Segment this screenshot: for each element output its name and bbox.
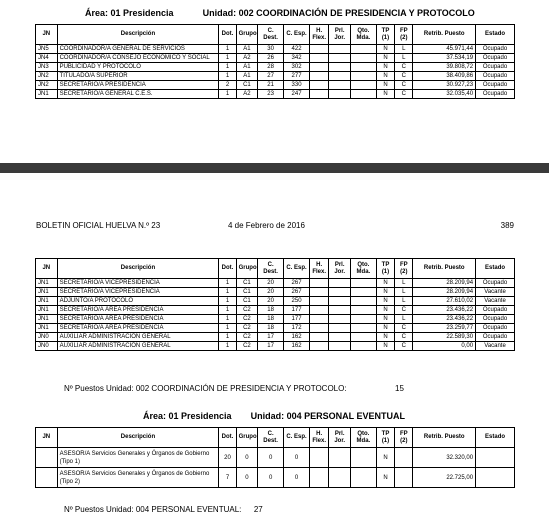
column-header: JN [36, 428, 58, 448]
table-cell [309, 468, 328, 488]
table-cell [309, 63, 328, 72]
table-cell [329, 342, 351, 351]
table-cell: 27.610,02 [413, 297, 476, 306]
table-cell [309, 448, 328, 468]
table-cell: C [395, 306, 413, 315]
table-cell: ASESOR/A Servicios Generales y Órganos de Gobierno (Tipo 1) [57, 448, 219, 468]
column-header: C. Esp. [284, 428, 310, 448]
column-header: FP (2) [395, 428, 413, 448]
table-cell: C1 [236, 288, 258, 297]
column-header: C. Dest. [258, 259, 284, 279]
column-header: Qto. Mda. [350, 25, 376, 45]
table-cell [350, 54, 376, 63]
unit-count-label-2: Nº Puestos Unidad: 004 PERSONAL EVENTUAL: [64, 505, 242, 514]
table-cell: 7 [219, 468, 236, 488]
table-row [36, 333, 515, 342]
table-cell: 1 [219, 306, 236, 315]
table-cell: COORDINADOR/A GENERAL DE SERVICIOS [57, 45, 219, 54]
table-cell: SECRETARIO/A ÁREA PRESIDENCIA [57, 306, 219, 315]
table-cell: 1 [219, 315, 236, 324]
table-cell: 1 [219, 54, 236, 63]
table-cell: JN4 [36, 54, 58, 63]
unidad-label: Unidad: 002 COORDINACIÓN DE PRESIDENCIA Y PROTOCOLO [202, 8, 475, 18]
table-cell: C [395, 63, 413, 72]
table-cell: 1 [219, 324, 236, 333]
column-header: H. Flex. [309, 259, 328, 279]
table-cell: C [395, 90, 413, 99]
table-cell: 23 [258, 90, 284, 99]
table-cell [350, 72, 376, 81]
positions-table-3 [35, 427, 515, 488]
table-cell: 277 [284, 72, 310, 81]
table-cell [309, 297, 328, 306]
column-header: TP (1) [376, 259, 394, 279]
table-cell: COORDINADOR/A CONSEJO ECONÓMICO Y SOCIAL [57, 54, 219, 63]
table-cell [350, 315, 376, 324]
table-cell [476, 468, 515, 488]
table-cell [329, 45, 351, 54]
table-cell [309, 90, 328, 99]
table-cell [350, 81, 376, 90]
table-cell: 27 [258, 72, 284, 81]
table-cell: 20 [219, 448, 236, 468]
table-cell: JN2 [36, 72, 58, 81]
table-cell: Ocupado [476, 72, 515, 81]
column-header: JN [36, 259, 58, 279]
table-cell: C2 [236, 342, 258, 351]
table-row [36, 448, 515, 468]
table-cell [350, 63, 376, 72]
page-number: 389 [500, 221, 514, 230]
table-row [36, 81, 515, 90]
column-header: FP (2) [395, 25, 413, 45]
table-row [36, 306, 515, 315]
table-cell: A2 [236, 90, 258, 99]
column-header: Qto. Mda. [350, 259, 376, 279]
table-cell [329, 306, 351, 315]
table-cell: C2 [236, 315, 258, 324]
table-cell: 18 [258, 306, 284, 315]
table-cell: Vacante [476, 288, 515, 297]
table-cell [309, 72, 328, 81]
table-cell: N [376, 279, 394, 288]
table-cell: SECRETARIO/A ÁREA PRESIDENCIA [57, 315, 219, 324]
table-cell [329, 448, 351, 468]
column-header: Prl. Jor. [329, 25, 351, 45]
column-header: JN [36, 25, 58, 45]
unit-count-002 [64, 384, 404, 393]
column-header: Prl. Jor. [329, 428, 351, 448]
table-cell: Ocupado [476, 333, 515, 342]
table-cell: C1 [236, 297, 258, 306]
table-cell [329, 81, 351, 90]
column-header: Dot. [219, 25, 236, 45]
table-cell: 17 [258, 333, 284, 342]
table-cell: N [376, 342, 394, 351]
table-cell: 1 [219, 72, 236, 81]
table-cell [309, 306, 328, 315]
table-cell: 1 [219, 45, 236, 54]
section-title-1 [85, 8, 475, 18]
table-cell: ADJUNTO/A PROTOCOLO [57, 297, 219, 306]
table-cell: 1 [219, 63, 236, 72]
table-cell: 1 [219, 333, 236, 342]
table-cell: SECRETARIO/A VICEPRESIDENCIA [57, 279, 219, 288]
table-cell: JN1 [36, 306, 58, 315]
table-cell [350, 448, 376, 468]
table-cell [350, 297, 376, 306]
table-header-row [36, 428, 515, 448]
table-cell: JN3 [36, 63, 58, 72]
table-cell: 21 [258, 81, 284, 90]
unit-count-value: 15 [395, 384, 404, 393]
table-cell: SECRETARIO/A ÁREA PRESIDENCIA [57, 324, 219, 333]
column-header: Descripción [57, 259, 219, 279]
table-cell: 177 [284, 306, 310, 315]
table-cell: 267 [284, 279, 310, 288]
positions-table-1 [35, 24, 515, 99]
table-cell: Ocupado [476, 279, 515, 288]
area-label-2: Área: 01 Presidencia [143, 411, 232, 421]
table-cell: 37.534,19 [413, 54, 476, 63]
column-header: C. Dest. [258, 25, 284, 45]
table-cell [350, 90, 376, 99]
table-cell: 30 [258, 45, 284, 54]
table-cell: 0 [236, 448, 258, 468]
table-cell: A1 [236, 63, 258, 72]
table-cell: C2 [236, 306, 258, 315]
column-header: Dot. [219, 428, 236, 448]
table-cell: PUBLICIDAD Y PROTOCOLO [57, 63, 219, 72]
table-cell [329, 324, 351, 333]
table-cell: JN1 [36, 324, 58, 333]
table-cell: AUXILIAR ADMINISTRACIÓN GENERAL [57, 342, 219, 351]
table-cell: 247 [284, 90, 310, 99]
table-cell: 20 [258, 288, 284, 297]
table-cell: 172 [284, 324, 310, 333]
table-cell: 22.589,30 [413, 333, 476, 342]
table-cell [329, 333, 351, 342]
table-row [36, 45, 515, 54]
table-cell [350, 324, 376, 333]
column-header: Descripción [57, 428, 219, 448]
table-row [36, 468, 515, 488]
table-cell [329, 72, 351, 81]
column-header: Descripción [57, 25, 219, 45]
table-cell: 23.259,77 [413, 324, 476, 333]
column-header: FP (2) [395, 259, 413, 279]
table-cell: L [395, 279, 413, 288]
table-cell: 28.209,94 [413, 288, 476, 297]
table-cell: C1 [236, 279, 258, 288]
page-separator [0, 163, 549, 173]
column-header: Retrib. Puesto [413, 259, 476, 279]
column-header: C. Esp. [284, 259, 310, 279]
table-cell: N [376, 54, 394, 63]
table-row [36, 315, 515, 324]
table-cell: C [395, 333, 413, 342]
table-cell: 18 [258, 324, 284, 333]
table-cell: SECRETARIO/A PRESIDENCIA [57, 81, 219, 90]
table-cell [350, 288, 376, 297]
table-row [36, 63, 515, 72]
table-cell: 0 [258, 468, 284, 488]
table-cell: L [395, 288, 413, 297]
table-cell: 30.927,23 [413, 81, 476, 90]
column-header: Prl. Jor. [329, 259, 351, 279]
table-cell: 2 [219, 81, 236, 90]
unit-count-value-2: 27 [253, 505, 263, 514]
table-cell [350, 279, 376, 288]
column-header: Estado [476, 25, 515, 45]
column-header: C. Dest. [258, 428, 284, 448]
table-cell [309, 315, 328, 324]
table-cell: Ocupado [476, 81, 515, 90]
table-cell: 20 [258, 297, 284, 306]
column-header: H. Flex. [309, 428, 328, 448]
table-cell: 177 [284, 315, 310, 324]
table-cell: 17 [258, 342, 284, 351]
table-cell: L [395, 45, 413, 54]
table-cell: TITULADO/A SUPERIOR [57, 72, 219, 81]
column-header: Retrib. Puesto [413, 428, 476, 448]
table-cell: C [395, 324, 413, 333]
table-row [36, 342, 515, 351]
unit-count-004 [64, 505, 263, 514]
table-cell: 20 [258, 279, 284, 288]
table-cell: A1 [236, 45, 258, 54]
column-header: H. Flex. [309, 25, 328, 45]
table-row [36, 279, 515, 288]
table-cell: 1 [219, 90, 236, 99]
table-cell: JN1 [36, 297, 58, 306]
table-cell: N [376, 468, 394, 488]
table-row [36, 90, 515, 99]
table-cell: L [395, 315, 413, 324]
table-cell [350, 468, 376, 488]
table-cell: 28 [258, 63, 284, 72]
table-cell: C [395, 72, 413, 81]
table-cell: C [395, 81, 413, 90]
table-cell: 28.209,94 [413, 279, 476, 288]
table-cell: JN1 [36, 90, 58, 99]
table-cell: 22.725,00 [413, 468, 476, 488]
column-header: Estado [476, 259, 515, 279]
table-cell: N [376, 333, 394, 342]
table-cell: N [376, 63, 394, 72]
table-cell: JN0 [36, 333, 58, 342]
column-header: Grupo [236, 25, 258, 45]
table-cell: JN1 [36, 288, 58, 297]
column-header: Estado [476, 428, 515, 448]
table-cell: N [376, 288, 394, 297]
table-cell: 267 [284, 288, 310, 297]
column-header: TP (1) [376, 25, 394, 45]
table-cell: 26 [258, 54, 284, 63]
table-cell: C [395, 342, 413, 351]
table-cell: Ocupado [476, 63, 515, 72]
table-cell [309, 333, 328, 342]
table-header-row [36, 259, 515, 279]
table-cell: N [376, 81, 394, 90]
table-cell: 32.035,40 [413, 90, 476, 99]
column-header: Dot. [219, 259, 236, 279]
table-cell: SECRETARIO/A GENERAL C.E.S. [57, 90, 219, 99]
table-cell: Vacante [476, 297, 515, 306]
column-header: Grupo [236, 428, 258, 448]
table-cell: N [376, 72, 394, 81]
unidad-label-2: Unidad: 004 PERSONAL EVENTUAL [250, 411, 405, 421]
bulletin-title: BOLETIN OFICIAL HUELVA N.º 23 [36, 221, 161, 230]
table-cell: N [376, 324, 394, 333]
table-cell: C2 [236, 324, 258, 333]
column-header: Retrib. Puesto [413, 25, 476, 45]
table-cell: 1 [219, 342, 236, 351]
table-cell [350, 342, 376, 351]
table-cell [309, 324, 328, 333]
table-cell: JN0 [36, 342, 58, 351]
column-header: TP (1) [376, 428, 394, 448]
table-cell: N [376, 315, 394, 324]
table-cell [395, 448, 413, 468]
table-cell [309, 54, 328, 63]
table-cell: 39.808,72 [413, 63, 476, 72]
table-cell: 18 [258, 315, 284, 324]
table-cell: Vacante [476, 342, 515, 351]
table-cell: A1 [236, 72, 258, 81]
table-cell: AUXILIAR ADMINISTRACIÓN GENERAL [57, 333, 219, 342]
table-cell: 0 [284, 468, 310, 488]
table-cell: Ocupado [476, 54, 515, 63]
table-cell: 45.971,44 [413, 45, 476, 54]
area-label: Área: 01 Presidencia [85, 8, 174, 18]
table-cell: L [395, 54, 413, 63]
table-cell: 1 [219, 297, 236, 306]
table-cell: 23.436,22 [413, 306, 476, 315]
table-cell [309, 288, 328, 297]
bulletin-date: 4 de Febrero de 2016 [228, 221, 305, 230]
table-cell: 330 [284, 81, 310, 90]
table-cell [329, 315, 351, 324]
column-header: C. Esp. [284, 25, 310, 45]
table-cell: Ocupado [476, 315, 515, 324]
page-top [0, 0, 549, 163]
table-cell [36, 468, 58, 488]
table-cell [309, 81, 328, 90]
table-row [36, 54, 515, 63]
table-cell [329, 288, 351, 297]
table-cell [350, 306, 376, 315]
table-cell: JN1 [36, 279, 58, 288]
table-cell: 0 [284, 448, 310, 468]
table-cell: ASESOR/A Servicios Generales y Órganos de Gobierno (Tipo 2) [57, 468, 219, 488]
table-cell [329, 279, 351, 288]
table-cell: JN1 [36, 315, 58, 324]
table-cell: Ocupado [476, 45, 515, 54]
table-cell: N [376, 297, 394, 306]
table-cell: N [376, 306, 394, 315]
table-cell: 1 [219, 288, 236, 297]
table-cell: N [376, 448, 394, 468]
table-cell [309, 342, 328, 351]
table-cell: Ocupado [476, 324, 515, 333]
table-cell: 422 [284, 45, 310, 54]
table-cell: 23.436,22 [413, 315, 476, 324]
table-cell: C2 [236, 333, 258, 342]
table-cell [350, 45, 376, 54]
table-cell: L [395, 297, 413, 306]
table-cell: C1 [236, 81, 258, 90]
table-header-row [36, 25, 515, 45]
table-cell: 1 [219, 279, 236, 288]
column-header: Qto. Mda. [350, 428, 376, 448]
table-cell [476, 448, 515, 468]
unit-count-label: Nº Puestos Unidad: 002 COORDINACIÓN DE PRESIDENCIA Y PROTOCOLO: [64, 384, 347, 393]
table-cell: SECRETARIO/A VICEPRESIDENCIA [57, 288, 219, 297]
table-cell: JN5 [36, 45, 58, 54]
table-cell: 162 [284, 333, 310, 342]
column-header: Grupo [236, 259, 258, 279]
table-cell [350, 333, 376, 342]
table-cell: N [376, 45, 394, 54]
table-row [36, 288, 515, 297]
table-cell [309, 45, 328, 54]
table-cell: JN2 [36, 81, 58, 90]
table-cell [329, 90, 351, 99]
table-row [36, 297, 515, 306]
section-title-2 [143, 411, 405, 421]
table-cell: 32.320,00 [413, 448, 476, 468]
table-cell: 38.409,86 [413, 72, 476, 81]
table-cell: 342 [284, 54, 310, 63]
table-cell: 162 [284, 342, 310, 351]
table-cell: 302 [284, 63, 310, 72]
table-cell [36, 448, 58, 468]
table-cell [329, 54, 351, 63]
table-cell: N [376, 90, 394, 99]
table-cell [329, 468, 351, 488]
table-cell [309, 279, 328, 288]
table-cell [329, 297, 351, 306]
table-cell: 0 [236, 468, 258, 488]
table-cell [395, 468, 413, 488]
table-cell: A2 [236, 54, 258, 63]
table-row [36, 72, 515, 81]
table-row [36, 324, 515, 333]
table-cell: 250 [284, 297, 310, 306]
table-cell [329, 63, 351, 72]
table-cell: 0 [258, 448, 284, 468]
positions-table-2 [35, 258, 515, 351]
table-cell: Ocupado [476, 306, 515, 315]
table-cell: Ocupado [476, 90, 515, 99]
table-cell: 0,00 [413, 342, 476, 351]
